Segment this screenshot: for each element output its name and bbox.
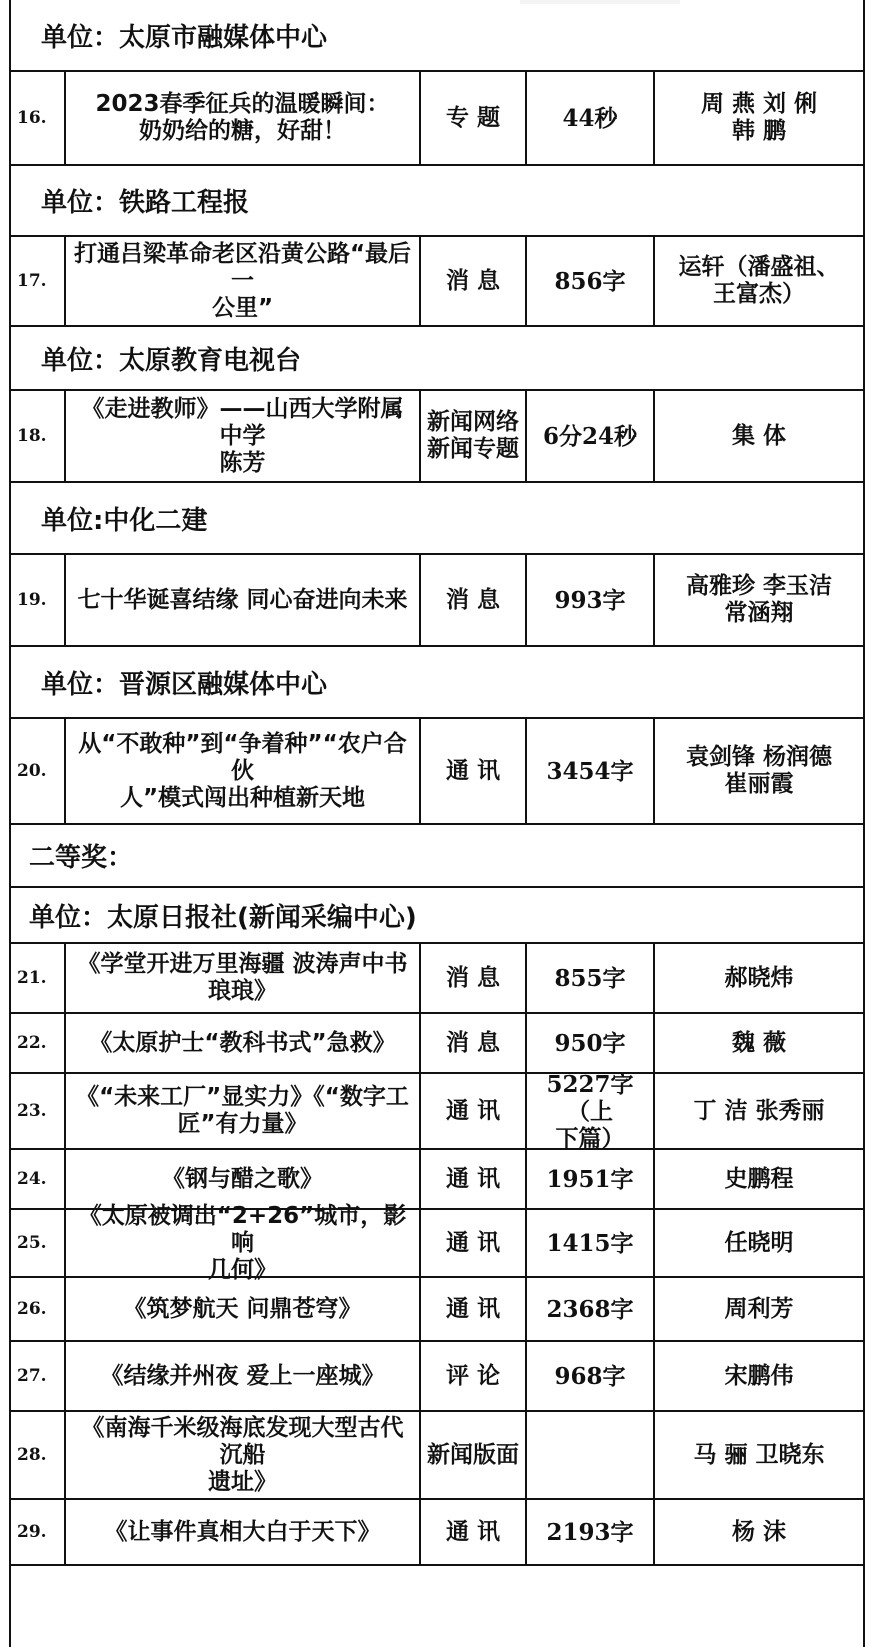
work-type: 专 题 <box>421 72 527 164</box>
table-row <box>9 1150 865 1210</box>
unit-header: 单位：太原教育电视台 <box>9 327 865 391</box>
work-author: 丁 洁 张秀丽 <box>693 1097 825 1124</box>
work-author: 魏 薇 <box>731 1029 786 1056</box>
work-title: 《太原护士“教科书式”急救》 <box>64 1014 421 1072</box>
work-author: 任晓明 <box>724 1229 794 1256</box>
work-title: 从“不敢种”到“争着种”“农户合伙 人”模式闯出种植新天地 <box>64 719 421 823</box>
work-author: 马 骊 卫晓东 <box>693 1441 825 1468</box>
row-number: 19. <box>17 589 47 610</box>
work-length: 856字 <box>527 237 655 325</box>
row-number: 24. <box>17 1168 47 1189</box>
work-author: 周利芳 <box>724 1295 794 1322</box>
work-type: 消 息 <box>421 237 527 325</box>
work-title: 打通吕梁革命老区沿黄公路“最后 一 公里” <box>64 237 421 325</box>
row-number: 28. <box>17 1444 47 1465</box>
row-number: 16. <box>17 107 47 128</box>
row-number: 22. <box>17 1032 47 1053</box>
row-number: 18. <box>17 425 47 446</box>
table-row <box>9 1070 865 1152</box>
work-title: 《南海千米级海底发现大型古代 沉船 遗址》 <box>64 1412 421 1498</box>
work-title: 《钢与醋之歌》 <box>64 1150 421 1208</box>
work-type: 消 息 <box>421 1014 527 1072</box>
row-number: 17. <box>17 270 47 291</box>
work-length <box>527 1412 655 1498</box>
work-title: 《太原被调出“2+26”城市，影响 几何》 <box>64 1210 421 1276</box>
table-row <box>9 72 865 166</box>
table-row <box>9 1278 865 1342</box>
work-length: 3454字 <box>527 719 655 823</box>
work-length: 5227字（上 下篇） <box>527 1074 655 1148</box>
work-title: 《“未来工厂”显实力》《“数字工 匠”有力量》 <box>64 1074 421 1148</box>
work-author: 史鹏程 <box>724 1165 794 1192</box>
table-row <box>9 1014 865 1074</box>
work-type: 消 息 <box>421 555 527 645</box>
table-continuation <box>9 1566 865 1647</box>
work-title: 《结缘并州夜 爱上一座城》 <box>64 1342 421 1410</box>
work-title: 《筑梦航天 问鼎苍穹》 <box>64 1278 421 1340</box>
unit-header: 单位：太原日报社(新闻采编中心) <box>9 888 865 944</box>
work-author: 周 燕 刘 俐 韩 鹏 <box>700 91 818 144</box>
work-author: 宋鹏伟 <box>724 1362 794 1389</box>
work-length: 993字 <box>527 555 655 645</box>
work-type: 新闻版面 <box>421 1412 527 1498</box>
work-author: 杨 沫 <box>731 1518 786 1545</box>
row-number: 26. <box>17 1298 47 1319</box>
work-length: 1415字 <box>527 1210 655 1276</box>
unit-header: 单位：铁路工程报 <box>9 166 865 237</box>
work-type: 通 讯 <box>421 719 527 823</box>
row-number: 29. <box>17 1521 47 1542</box>
work-author: 郝晓炜 <box>724 964 794 991</box>
work-author: 集 体 <box>731 422 786 449</box>
work-type: 通 讯 <box>421 1074 527 1148</box>
work-type: 通 讯 <box>421 1500 527 1564</box>
work-length: 2193字 <box>527 1500 655 1564</box>
row-number: 25. <box>17 1232 47 1253</box>
table-row <box>9 1412 865 1500</box>
work-title: 七十华诞喜结缘 同心奋进向未来 <box>64 555 421 645</box>
work-length: 950字 <box>527 1014 655 1072</box>
unit-header: 单位：晋源区融媒体中心 <box>9 647 865 719</box>
work-length: 2368字 <box>527 1278 655 1340</box>
work-type: 评 论 <box>421 1342 527 1410</box>
table-row <box>9 944 865 1014</box>
work-author: 运轩（潘盛祖、 王富杰） <box>678 254 840 307</box>
table-row <box>9 391 865 483</box>
unit-header: 单位:中化二建 <box>9 483 865 555</box>
work-title: 《走进教师》——山西大学附属 中学 陈芳 <box>64 391 421 481</box>
table-row <box>9 1202 865 1283</box>
work-length: 968字 <box>527 1342 655 1410</box>
work-type: 通 讯 <box>421 1150 527 1208</box>
row-number: 23. <box>17 1100 47 1121</box>
work-type: 消 息 <box>421 944 527 1012</box>
work-type: 新闻网络 新闻专题 <box>421 391 527 481</box>
row-number: 21. <box>17 967 47 988</box>
work-author: 袁剑锋 杨润德 崔丽霞 <box>685 744 832 797</box>
row-number: 27. <box>17 1365 47 1386</box>
work-type: 通 讯 <box>421 1278 527 1340</box>
work-title: 《学堂开进万里海疆 波涛声中书 琅琅》 <box>64 944 421 1012</box>
work-title: 《让事件真相大白于天下》 <box>64 1500 421 1564</box>
work-length: 6分24秒 <box>527 391 655 481</box>
row-number: 20. <box>17 760 47 781</box>
table-row <box>9 237 865 327</box>
table-row <box>9 1500 865 1566</box>
unit-header: 单位：太原市融媒体中心 <box>9 0 865 72</box>
work-type: 通 讯 <box>421 1210 527 1276</box>
table-row <box>9 719 865 825</box>
work-length: 1951字 <box>527 1150 655 1208</box>
work-author: 高雅珍 李玉洁 常涵翔 <box>685 573 832 626</box>
work-length: 44秒 <box>527 72 655 164</box>
table-row <box>9 1342 865 1412</box>
work-title: 2023春季征兵的温暖瞬间： 奶奶给的糖，好甜！ <box>64 72 421 164</box>
work-length: 855字 <box>527 944 655 1012</box>
award-level-heading: 二等奖： <box>9 825 865 888</box>
table-row <box>9 555 865 647</box>
